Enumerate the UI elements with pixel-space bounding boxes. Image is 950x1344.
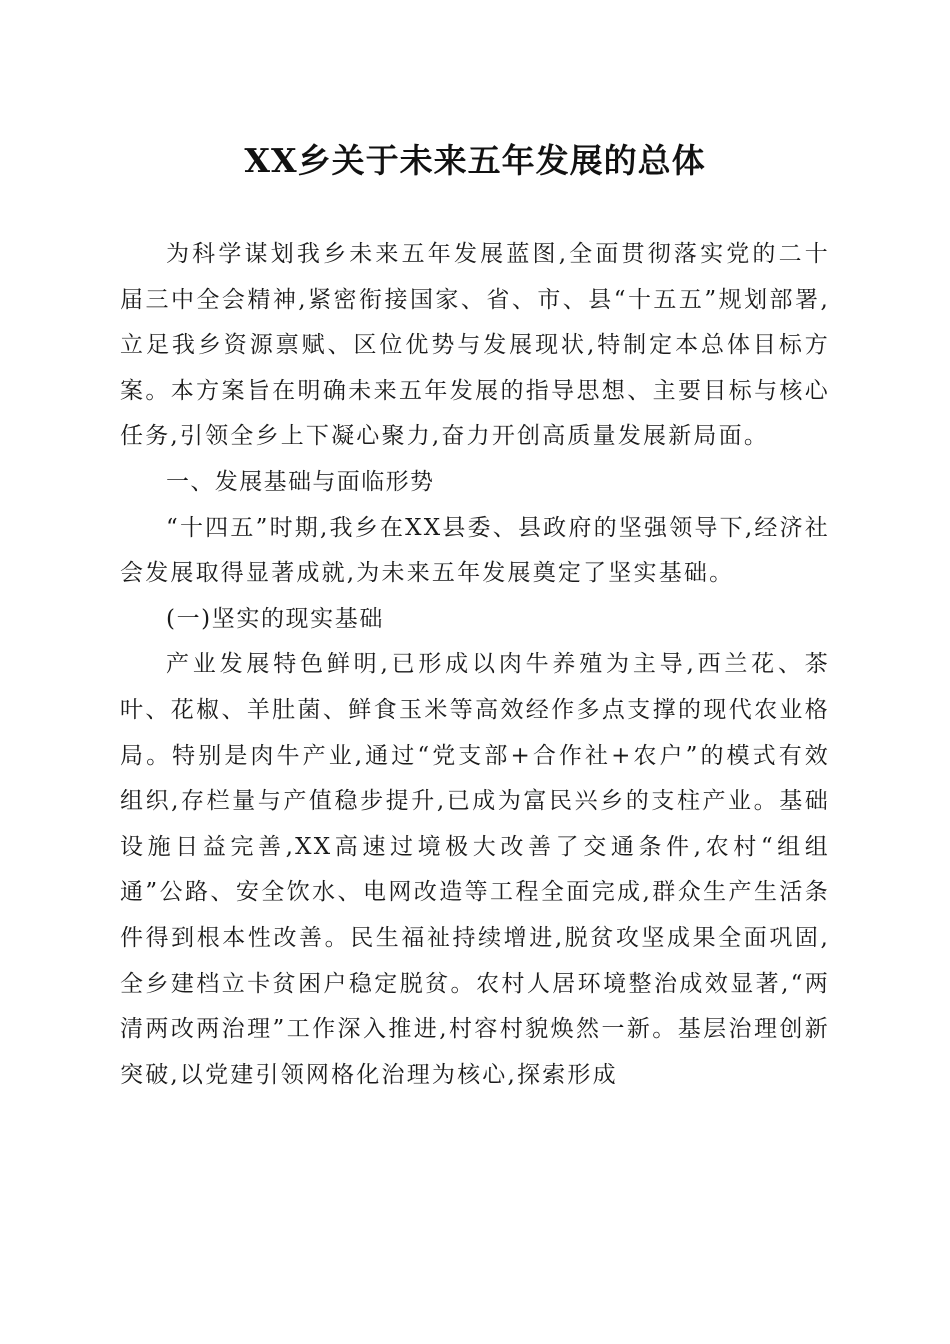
intro-paragraph: 为科学谋划我乡未来五年发展蓝图,全面贯彻落实党的二十届三中全会精神,紧密衔接国家、省、市、县“十五五”规划部署,立足我乡资源禀赋、区位优势与发展现状,特制定本总体目标方案。本方案旨在明确未来五年发展的指导思想、主要目标与核心任务,引领全乡上下凝心聚力,奋力开创高质量发展新局面。: [120, 241, 830, 450]
body-paragraph: 产业发展特色鲜明,已形成以肉牛养殖为主导,西兰花、茶叶、花椒、羊肚菌、鲜食玉米等高效经作多点支撑的现代农业格局。特别是肉牛产业,通过“党支部+合作社+农户”的模式有效组织,存栏量与产值稳步提升,已成为富民兴乡的支柱产业。基础设施日益完善,XX高速过境极大改善了交通条件,农村“组组通”公路、安全饮水、电网改造等工程全面完成,群众生产生活条件得到根本性改善。民生福祉持续增进,脱贫攻坚成果全面巩固,全乡建档立卡贫困户稳定脱贫。农村人居环境整治成效显著,“两清两改两治理”工作深入推进,村容村貌焕然一新。基层治理创新突破,以党建引领网格化治理为核心,探索形成: [120, 651, 830, 1088]
section-heading: 一、发展基础与面临形势: [166, 468, 435, 495]
section-intro-paragraph: “十四五”时期,我乡在XX县委、县政府的坚强领导下,经济社会发展取得显著成就,为未来五年发展奠定了坚实基础。: [120, 514, 830, 587]
subsection-heading: (一)坚实的现实基础: [166, 605, 384, 632]
document-body: [120, 232, 830, 1098]
document-title: XX乡关于未来五年发展的总体: [244, 141, 706, 180]
